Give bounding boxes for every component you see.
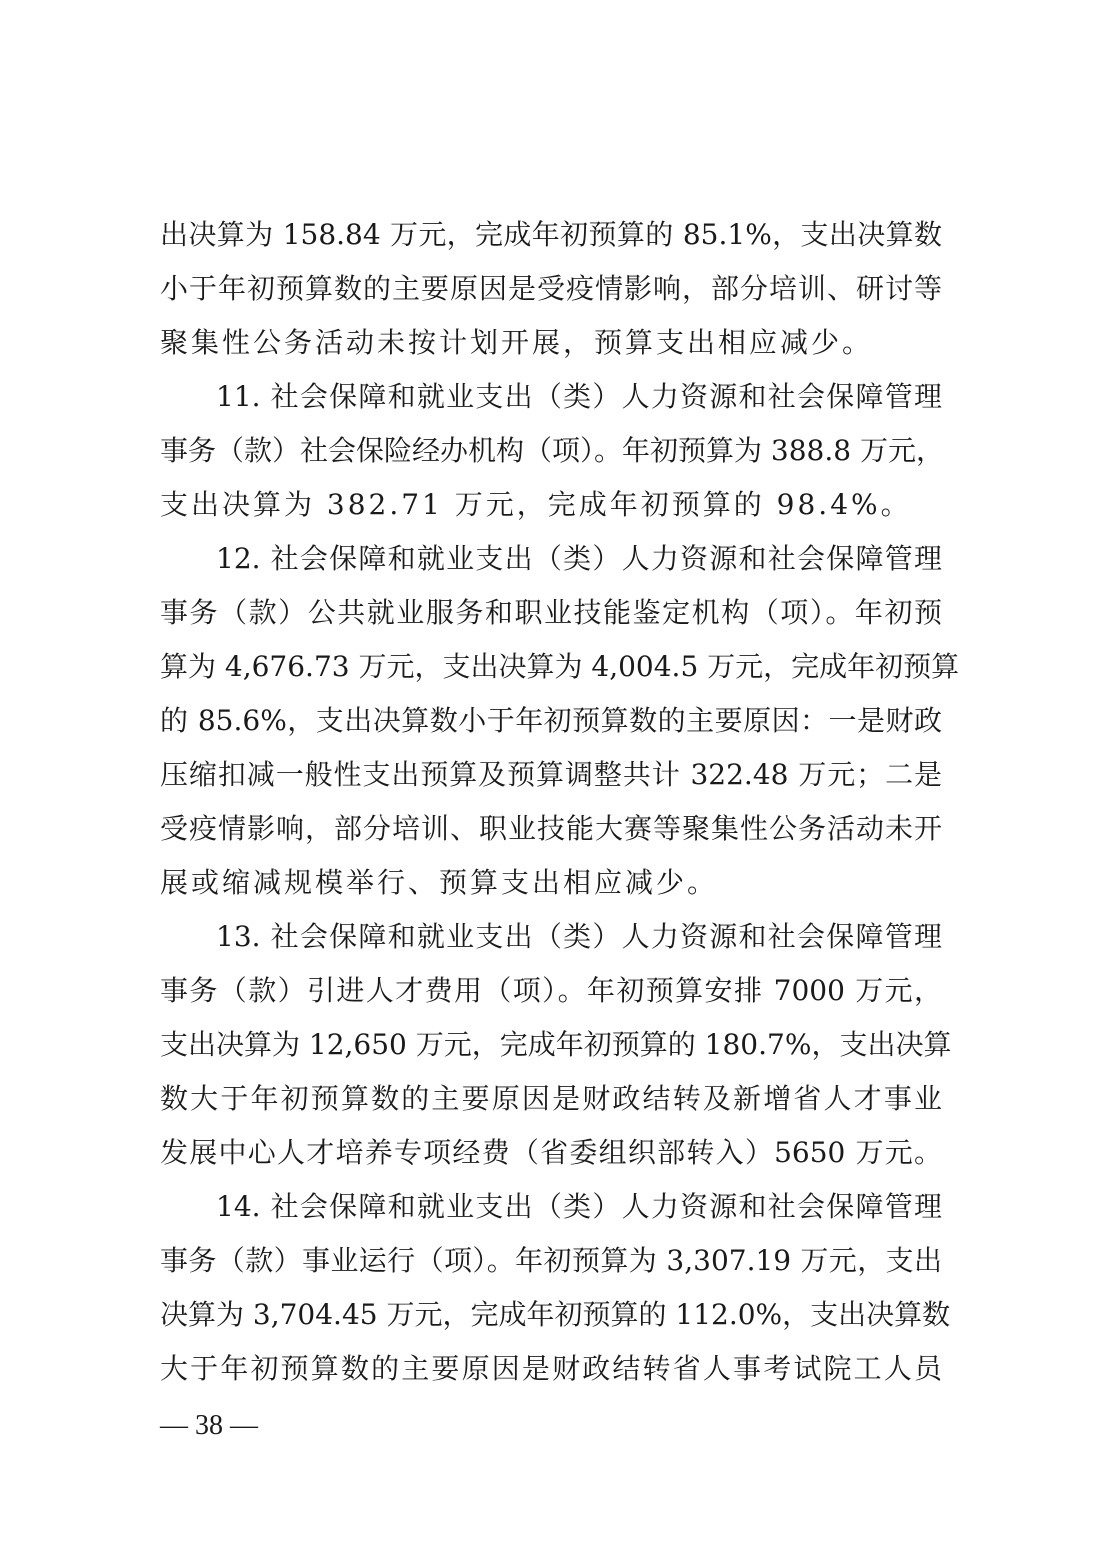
page-number: — 38 — xyxy=(160,1410,258,1441)
text-line: 算为 4,676.73 万元，支出决算为 4,004.5 万元，完成年初预算 xyxy=(160,650,960,683)
text-line: 小于年初预算数的主要原因是受疫情影响，部分培训、研讨等 xyxy=(160,272,942,305)
paragraph-13 xyxy=(160,910,952,1180)
document-body xyxy=(160,208,960,1396)
text-line: 发展中心人才培养专项经费（省委组织部转入）5650 万元。 xyxy=(160,1136,942,1169)
paragraph-14 xyxy=(160,1180,951,1396)
paragraph-11 xyxy=(160,370,942,532)
text-line: 11. 社会保障和就业支出（类）人力资源和社会保障管理 xyxy=(216,380,942,413)
text-line: 出决算为 158.84 万元，完成年初预算的 85.1%，支出决算数 xyxy=(160,218,942,251)
text-line: 事务（款）事业运行（项）。年初预算为 3,307.19 万元，支出 xyxy=(160,1244,942,1277)
text-line: 13. 社会保障和就业支出（类）人力资源和社会保障管理 xyxy=(216,920,942,953)
text-line: 聚集性公务活动未按计划开展，预算支出相应减少。 xyxy=(160,326,874,359)
text-line: 的 85.6%，支出决算数小于年初预算数的主要原因：一是财政 xyxy=(160,704,942,737)
text-line: 事务（款）引进人才费用（项）。年初预算安排 7000 万元， xyxy=(160,974,942,1007)
text-line: 12. 社会保障和就业支出（类）人力资源和社会保障管理 xyxy=(216,542,942,575)
text-line: 决算为 3,704.45 万元，完成年初预算的 112.0%，支出决算数 xyxy=(160,1298,951,1331)
text-line: 事务（款）社会保险经办机构（项）。年初预算为 388.8 万元， xyxy=(160,434,944,467)
paragraph-10-continuation xyxy=(160,208,942,370)
text-line: 压缩扣减一般性支出预算及预算调整共计 322.48 万元；二是 xyxy=(160,758,942,791)
text-line: 受疫情影响，部分培训、职业技能大赛等聚集性公务活动未开 xyxy=(160,812,942,845)
text-line: 支出决算为 382.71 万元，完成年初预算的 98.4%。 xyxy=(160,488,912,521)
text-line: 展或缩减规模举行、预算支出相应减少。 xyxy=(160,866,719,899)
text-line: 支出决算为 12,650 万元，完成年初预算的 180.7%，支出决算 xyxy=(160,1028,952,1061)
paragraph-12 xyxy=(160,532,960,910)
text-line: 14. 社会保障和就业支出（类）人力资源和社会保障管理 xyxy=(216,1190,942,1223)
text-line: 事务（款）公共就业服务和职业技能鉴定机构（项）。年初预 xyxy=(160,596,942,629)
text-line: 数大于年初预算数的主要原因是财政结转及新增省人才事业 xyxy=(160,1082,942,1115)
text-line: 大于年初预算数的主要原因是财政结转省人事考试院工人员 xyxy=(160,1352,942,1385)
